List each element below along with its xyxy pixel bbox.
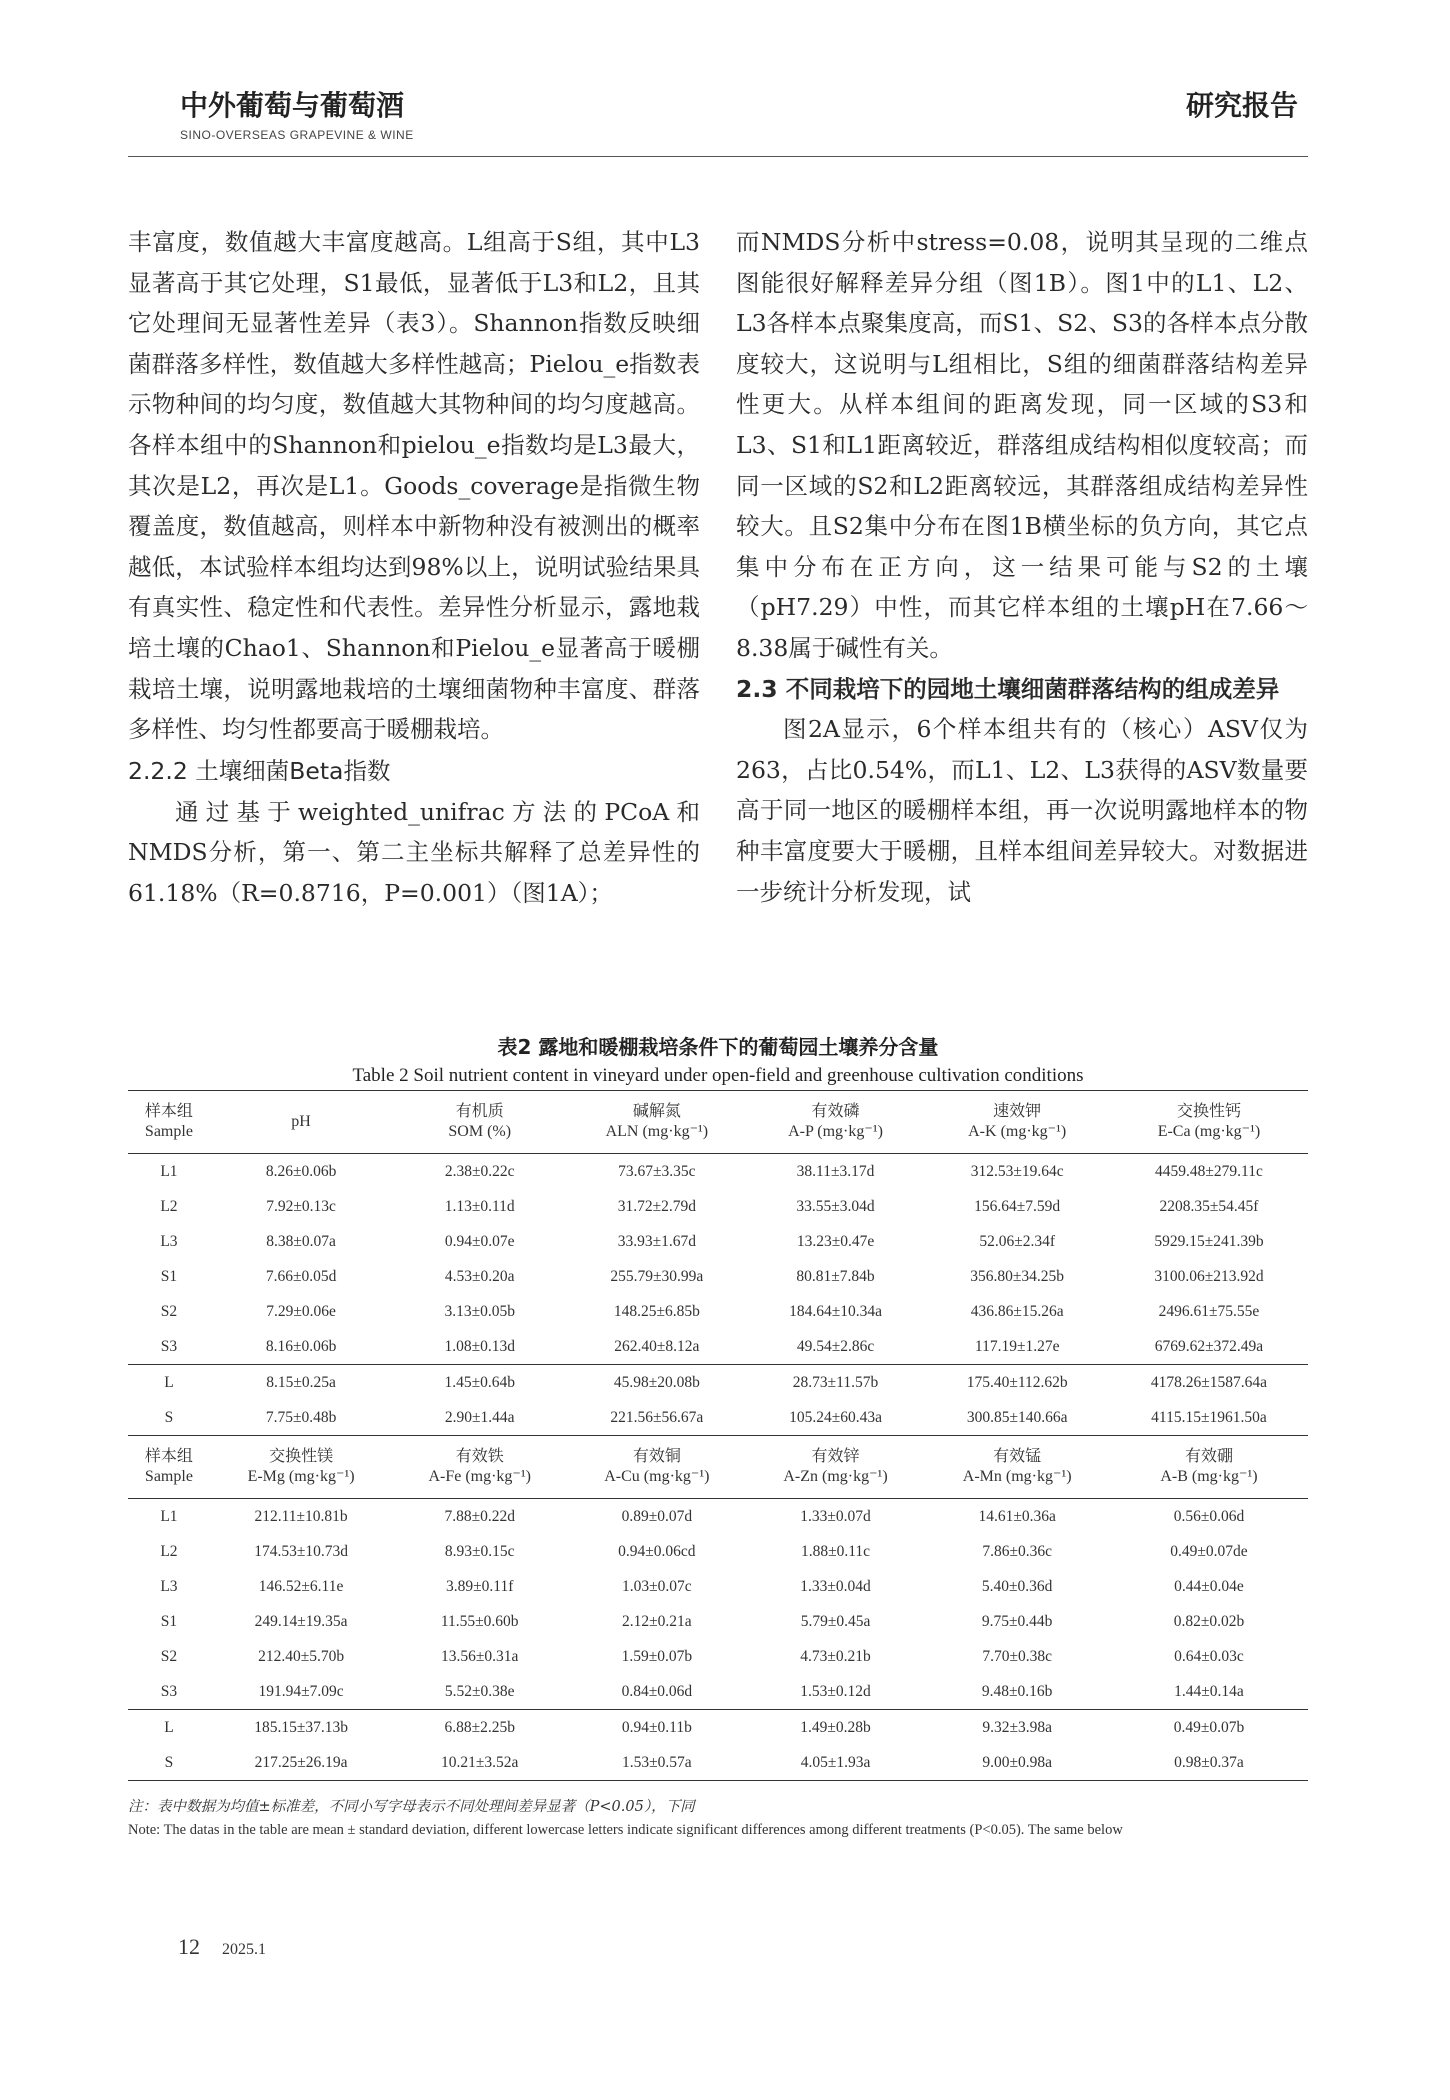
- table-row: [128, 1365, 1308, 1401]
- issue-label: 2025.1: [222, 1941, 266, 1958]
- page-header: [128, 84, 1308, 158]
- table-cell: 185.15±37.13b: [254, 1718, 348, 1736]
- table-cell: 2.12±0.21a: [622, 1612, 692, 1630]
- table-row: [128, 1259, 1308, 1294]
- journal-title-en: SINO-OVERSEAS GRAPEVINE & WINE: [180, 128, 414, 142]
- row-label-cell: L1: [160, 1162, 178, 1180]
- table-cell: 13.23±0.47e: [796, 1232, 875, 1250]
- table-cell: 217.25±26.19a: [254, 1753, 348, 1771]
- table-cell: 8.26±0.06b: [265, 1162, 337, 1180]
- table-row: [128, 1639, 1308, 1674]
- header-cell: 样本组 Sample: [144, 1103, 193, 1140]
- table-cell: 1.13±0.11d: [444, 1197, 515, 1215]
- table-cell: 2208.35±54.45f: [1159, 1197, 1259, 1215]
- subsection-heading-2-2-2: 2.2.2 土壤细菌Beta指数: [128, 756, 391, 785]
- table-cell: 255.79±30.99a: [610, 1267, 704, 1285]
- table-cell: 1.45±0.64b: [444, 1373, 515, 1391]
- header-cell: 速效钾 A-K (mg·kg⁻¹): [968, 1103, 1067, 1140]
- table-cell: 6.88±2.25b: [444, 1718, 515, 1736]
- table-cell: 2.38±0.22c: [444, 1162, 515, 1180]
- table-cell: 312.53±19.64c: [970, 1162, 1064, 1180]
- table-cell: 3100.06±213.92d: [1154, 1267, 1264, 1285]
- header-cell: 交换性钙 E-Ca (mg·kg⁻¹): [1157, 1103, 1261, 1140]
- table-cell: 1.33±0.07d: [800, 1507, 871, 1525]
- header-cell: 碱解氮 ALN (mg·kg⁻¹): [605, 1103, 709, 1140]
- table-row: [128, 1534, 1308, 1569]
- left-paragraph-2: 通过基于weighted_unifrac方法的PCoA和NMDS分析，第一、第二主坐标共解释了总差异性的61.18%（R=0.8716，P=0.001）（图1A）；: [128, 797, 700, 907]
- table-cell: 0.49±0.07de: [1170, 1542, 1248, 1560]
- row-label-cell: L3: [160, 1577, 178, 1595]
- row-label-cell: L: [164, 1373, 174, 1391]
- table-cell: 3.13±0.05b: [444, 1302, 515, 1320]
- table-cell: 148.25±6.85b: [613, 1302, 700, 1320]
- table-cell: 5929.15±241.39b: [1154, 1232, 1264, 1250]
- header-cell: 有效铜 A-Cu (mg·kg⁻¹): [604, 1448, 710, 1485]
- table-cell: 33.55±3.04d: [796, 1197, 875, 1215]
- row-label-cell: S2: [160, 1647, 178, 1665]
- table-cell: 7.29±0.06e: [266, 1302, 336, 1320]
- page-number: 12: [178, 1934, 200, 1959]
- table-cell: 174.53±10.73d: [254, 1542, 348, 1560]
- table-row: [128, 1400, 1308, 1436]
- table-cell: 7.86±0.36c: [982, 1542, 1052, 1560]
- table-cell: 262.40±8.12a: [614, 1337, 700, 1355]
- header-cell: 有效锰 A-Mn (mg·kg⁻¹): [962, 1448, 1072, 1485]
- row-label-cell: L2: [160, 1542, 178, 1560]
- row-label-cell: L2: [160, 1197, 178, 1215]
- table-cell: 49.54±2.86c: [796, 1337, 875, 1355]
- table-header-row-2: [128, 1436, 1308, 1499]
- table-cell: 8.15±0.25a: [266, 1373, 336, 1391]
- table-cell: 105.24±60.43a: [789, 1408, 882, 1426]
- table-cell: 9.32±3.98a: [982, 1718, 1052, 1736]
- page-footer: [178, 1934, 266, 1960]
- table-cell: 4459.48±279.11c: [1155, 1162, 1263, 1180]
- table-cell: 0.94±0.06cd: [618, 1542, 696, 1560]
- table-cell: 10.21±3.52a: [441, 1753, 519, 1771]
- table-row: [128, 1604, 1308, 1639]
- table-cell: 117.19±1.27e: [974, 1337, 1060, 1355]
- table-cell: 11.55±0.60b: [440, 1612, 519, 1630]
- table-cell: 28.73±11.57b: [792, 1373, 879, 1391]
- header-cell: pH: [291, 1113, 311, 1130]
- table-cell: 7.66±0.05d: [265, 1267, 337, 1285]
- table-cell: 80.81±7.84b: [796, 1267, 875, 1285]
- table-cell: 212.40±5.70b: [258, 1647, 345, 1665]
- table-cell: 0.44±0.04e: [1174, 1577, 1244, 1595]
- table-cell: 5.79±0.45a: [800, 1612, 871, 1630]
- table-row: [128, 1329, 1308, 1365]
- nutrient-table: [128, 1090, 1308, 1781]
- table-cell: 146.52±6.11e: [258, 1577, 344, 1595]
- table-cell: 191.94±7.09c: [258, 1682, 344, 1700]
- table-cell: 5.40±0.36d: [981, 1577, 1053, 1595]
- table-cell: 9.48±0.16b: [981, 1682, 1053, 1700]
- table-row: [128, 1224, 1308, 1259]
- table-cell: 1.33±0.04d: [800, 1577, 871, 1595]
- journal-title-cn: 中外葡萄与葡萄酒: [180, 89, 405, 122]
- table-cell: 300.85±140.66a: [966, 1408, 1068, 1426]
- table-cell: 2496.61±75.55e: [1158, 1302, 1260, 1320]
- table-cell: 8.93±0.15c: [444, 1542, 515, 1560]
- table-row: [128, 1745, 1308, 1781]
- table-cell: 0.89±0.07d: [621, 1507, 693, 1525]
- table-cell: 4.73±0.21b: [800, 1647, 871, 1665]
- row-label-cell: S3: [160, 1337, 178, 1355]
- table-cell: 52.06±2.34f: [979, 1232, 1056, 1250]
- table-row: [128, 1674, 1308, 1710]
- table-cell: 0.94±0.07e: [444, 1232, 515, 1250]
- table-cell: 1.53±0.57a: [622, 1753, 692, 1771]
- table-note-cn: 注：表中数据为均值±标准差，不同小写字母表示不同处理间差异显著（P<0.05），下同: [128, 1799, 695, 1815]
- table-cell: 0.64±0.03c: [1174, 1647, 1244, 1665]
- right-column: [736, 222, 1308, 912]
- header-rule: [128, 156, 1308, 157]
- table-caption-cn: 表2 露地和暖棚栽培条件下的葡萄园土壤养分含量: [497, 1035, 939, 1059]
- table-cell: 3.89±0.11f: [446, 1577, 514, 1595]
- left-column: [128, 222, 700, 914]
- table-cell: 212.11±10.81b: [254, 1507, 348, 1525]
- table-cell: 33.93±1.67d: [617, 1232, 696, 1250]
- section-heading-2-3: 2.3 不同栽培下的园地土壤细菌群落结构的组成差异: [736, 674, 1280, 703]
- table-row: [128, 1569, 1308, 1604]
- table-cell: 38.11±3.17d: [796, 1162, 875, 1180]
- right-paragraph-1: 而NMDS分析中stress=0.08，说明其呈现的二维点图能很好解释差异分组（图1B）。图1中的L1、L2、L3各样本点聚集度高，而S1、S2、S3的各样本点分散度较大，这说明与L组相比，S组的细菌群落结构差异性更大。从样本组间的距离发现，同一区域的S3和L3、S1和L1距离较近，群落组成结构相似度较高；而同一区域的S2和L2距离较远，其群落组成结构差异性较大。且S2集中分布在图1B横坐标的负方向，其它点集中分布在正方向，这一结果可能与S2的土壤（pH7.29）中性，而其它样本组的土壤pH在7.66～8.38属于碱性有关。: [736, 228, 1308, 662]
- table-cell: 1.03±0.07c: [622, 1577, 692, 1595]
- table-cell: 14.61±0.36a: [978, 1507, 1056, 1525]
- header-cell: 有效锌 A-Zn (mg·kg⁻¹): [783, 1448, 888, 1485]
- table-cell: 8.38±0.07a: [266, 1232, 336, 1250]
- table-cell: 2.90±1.44a: [444, 1408, 515, 1426]
- table-cell: 1.49±0.28b: [800, 1718, 871, 1736]
- table-cell: 0.82±0.02b: [1173, 1612, 1245, 1630]
- table-cell: 8.16±0.06b: [265, 1337, 337, 1355]
- table-cell: 1.44±0.14a: [1174, 1682, 1244, 1700]
- table-cell: 156.64±7.59d: [974, 1197, 1061, 1215]
- table-summary-1: [128, 1365, 1308, 1436]
- table-row: [128, 1710, 1308, 1746]
- table-cell: 1.53±0.12d: [800, 1682, 871, 1700]
- table-cell: 9.00±0.98a: [982, 1753, 1052, 1771]
- row-label-cell: S: [164, 1408, 174, 1426]
- table-cell: 73.67±3.35c: [618, 1162, 696, 1180]
- table-row: [128, 1294, 1308, 1329]
- right-paragraph-2: 图2A显示，6个样本组共有的（核心）ASV仅为263，占比0.54%，而L1、L2、L3获得的ASV数量要高于同一地区的暖棚样本组，再一次说明露地样本的物种丰富度要大于暖棚，且样本组间差异较大。对数据进一步统计分析发现，试: [736, 715, 1308, 906]
- table-cell: 0.98±0.37a: [1174, 1753, 1244, 1771]
- table-cell: 7.88±0.22d: [444, 1507, 515, 1525]
- header-cell: 有机质 SOM (%): [448, 1103, 512, 1140]
- row-label-cell: S3: [160, 1682, 178, 1700]
- table-cell: 175.40±112.62b: [966, 1373, 1068, 1391]
- table-row: [128, 1154, 1308, 1190]
- table-caption-en: Table 2 Soil nutrient content in vineyard under open-field and greenhouse cultivation conditions: [352, 1065, 1084, 1086]
- table-cell: 5.52±0.38e: [444, 1682, 515, 1700]
- table-row: [128, 1189, 1308, 1224]
- table-cell: 4178.26±1587.64a: [1150, 1373, 1268, 1391]
- table-cell: 0.49±0.07b: [1173, 1718, 1245, 1736]
- table-note-en: Note: The datas in the table are mean ± standard deviation, different lowercase letters indicate significant differences among different treatments (P<0.05). The same below: [128, 1822, 1123, 1838]
- table-cell: 1.59±0.07b: [621, 1647, 693, 1665]
- table-cell: 0.84±0.06d: [621, 1682, 693, 1700]
- table-cell: 221.56±56.67a: [610, 1408, 704, 1426]
- header-cell: 交换性镁 E-Mg (mg·kg⁻¹): [247, 1448, 355, 1485]
- table-cell: 0.56±0.06d: [1173, 1507, 1245, 1525]
- table-cell: 0.94±0.11b: [621, 1718, 692, 1736]
- row-label-cell: L: [164, 1718, 174, 1736]
- table-row: [128, 1499, 1308, 1535]
- table-cell: 436.86±15.26a: [970, 1302, 1064, 1320]
- header-cell: 有效硼 A-B (mg·kg⁻¹): [1160, 1448, 1258, 1485]
- table-cell: 4.05±1.93a: [800, 1753, 871, 1771]
- table-cell: 6769.62±372.49a: [1154, 1337, 1264, 1355]
- table-cell: 356.80±34.25b: [970, 1267, 1065, 1285]
- row-label-cell: S1: [160, 1612, 178, 1630]
- table-body-2: [128, 1499, 1308, 1710]
- row-label-cell: S1: [160, 1267, 178, 1285]
- table-cell: 31.72±2.79d: [617, 1197, 696, 1215]
- header-cell: 有效磷 A-P (mg·kg⁻¹): [788, 1103, 883, 1140]
- row-label-cell: S: [164, 1753, 174, 1771]
- row-label-cell: L3: [160, 1232, 178, 1250]
- table-cell: 9.75±0.44b: [981, 1612, 1053, 1630]
- table-cell: 4115.15±1961.50a: [1151, 1408, 1267, 1426]
- table-note: [128, 1796, 1308, 1842]
- section-label: 研究报告: [1185, 89, 1298, 122]
- table-cell: 7.92±0.13c: [266, 1197, 336, 1215]
- table-cell: 45.98±20.08b: [613, 1373, 700, 1391]
- left-paragraph-1: 丰富度，数值越大丰富度越高。L组高于S组，其中L3显著高于其它处理，S1最低，显著低于L3和L2，且其它处理间无显著性差异（表3）。Shannon指数反映细菌群落多样性，数值越大多样性越高；Pielou_e指数表示物种间的均匀度，数值越大其物种间的均匀度越高。各样本组中的Shannon和pielou_e指数均是L3最大，其次是L2，再次是L1。Goods_coverage是指微生物覆盖度，数值越高，则样本中新物种没有被测出的概率越低，本试验样本组均达到98%以上，说明试验结果具有真实性、稳定性和代表性。差异性分析显示，露地栽培土壤的Chao1、Shannon和Pielou_e显著高于暖棚栽培土壤，说明露地栽培的土壤细菌物种丰富度、群落多样性、均匀性都要高于暖棚栽培。: [128, 228, 700, 744]
- row-label-cell: S2: [160, 1302, 178, 1320]
- table-cell: 1.88±0.11c: [800, 1542, 871, 1560]
- table-cell: 7.75±0.48b: [265, 1408, 337, 1426]
- header-cell: 样本组 Sample: [144, 1448, 193, 1485]
- table-cell: 7.70±0.38c: [982, 1647, 1052, 1665]
- header-cell: 有效铁 A-Fe (mg·kg⁻¹): [428, 1448, 531, 1485]
- table-2: [128, 1032, 1308, 1781]
- table-cell: 1.08±0.13d: [444, 1337, 515, 1355]
- table-body-1: [128, 1154, 1308, 1365]
- table-cell: 4.53±0.20a: [444, 1267, 515, 1285]
- row-label-cell: L1: [160, 1507, 178, 1525]
- table-cell: 249.14±19.35a: [254, 1612, 348, 1630]
- table-header-row-1: [128, 1091, 1308, 1154]
- table-cell: 184.64±10.34a: [789, 1302, 882, 1320]
- table-cell: 13.56±0.31a: [441, 1647, 519, 1665]
- table-summary-2: [128, 1710, 1308, 1781]
